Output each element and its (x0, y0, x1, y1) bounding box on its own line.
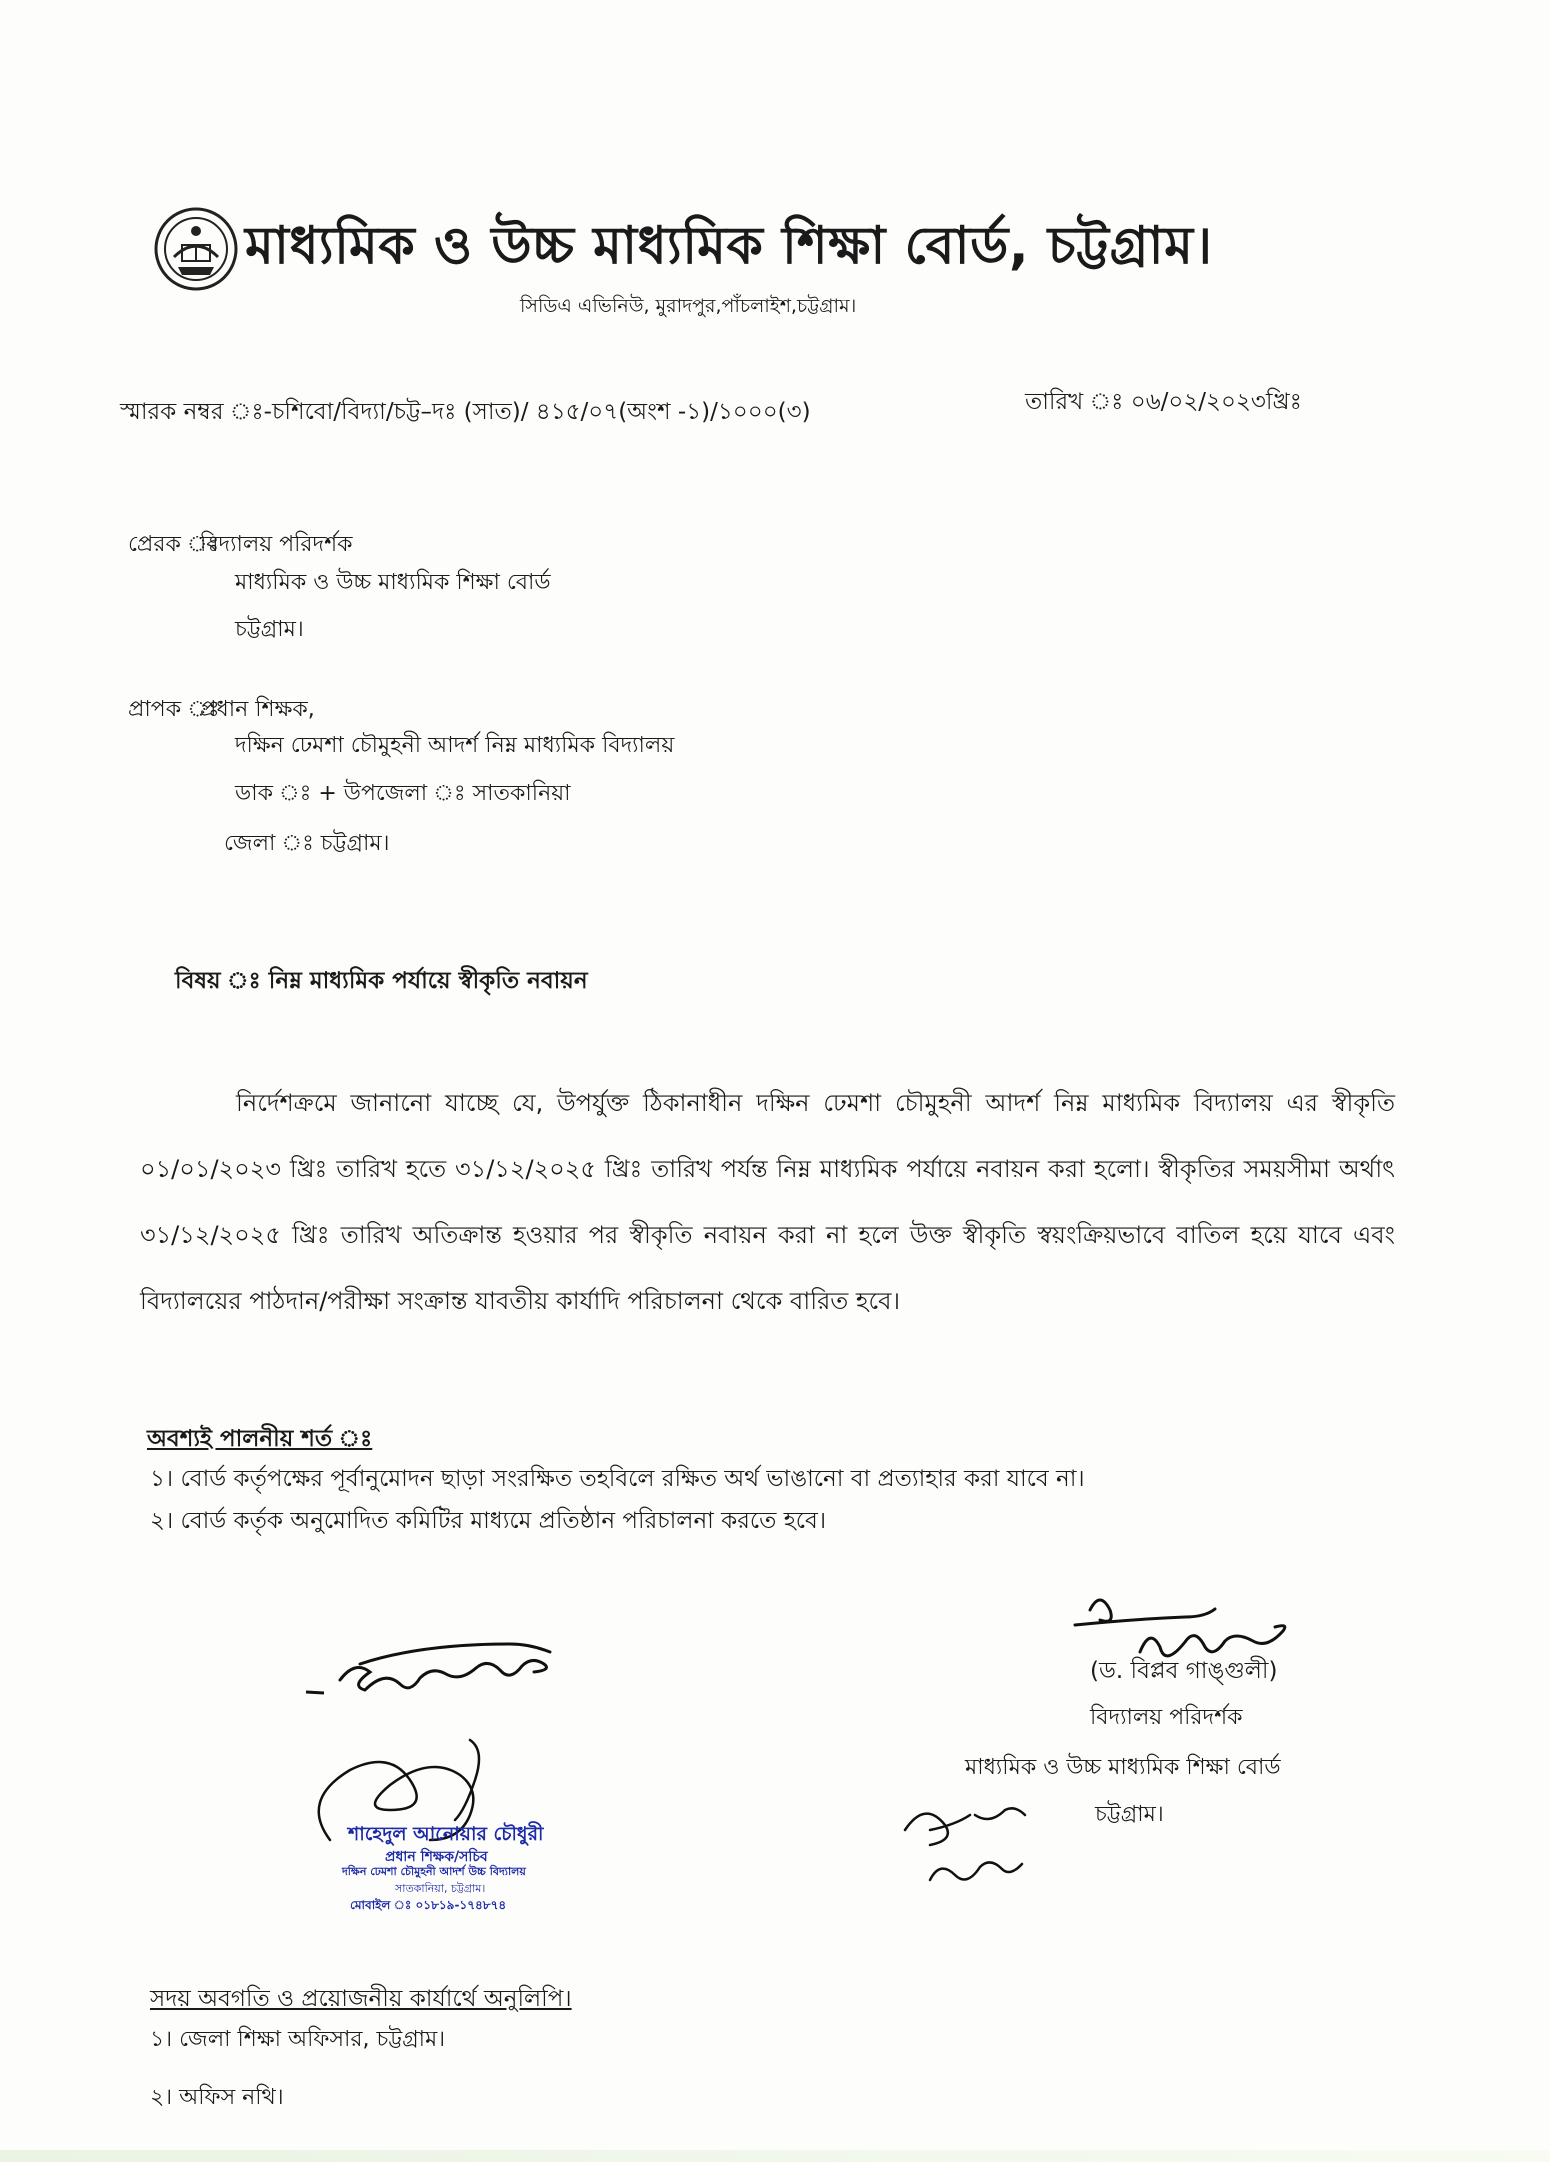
board-title: মাধ্যমিক ও উচ্চ মাধ্যমিক শিক্ষা বোর্ড, চট্টগ্রাম। (245, 216, 1213, 276)
board-address: সিডিএ এভিনিউ, মুরাদপুর,পাঁচলাইশ,চট্টগ্রাম। (520, 295, 857, 317)
sender-label: প্রেরক ঃ (128, 532, 220, 557)
signatory-org: মাধ্যমিক ও উচ্চ মাধ্যমিক শিক্ষা বোর্ড (965, 1755, 1281, 1780)
sender-line-2: মাধ্যমিক ও উচ্চ মাধ্যমিক শিক্ষা বোর্ড (235, 570, 551, 595)
signatory-title: বিদ্যালয় পরিদর্শক (1090, 1705, 1243, 1730)
subject-line: বিষয় ঃ নিম্ন মাধ্যমিক পর্যায়ে স্বীকৃতি নবায়ন (175, 968, 588, 994)
recipient-line-3: জেলা ঃ চট্টগ্রাম। (224, 831, 390, 856)
recipient-line-0: প্রধান শিক্ষক, (200, 697, 315, 722)
stamp-designation: প্রধান শিক্ষক/সচিব (385, 1849, 488, 1865)
body-paragraph: নির্দেশক্রমে জানানো যাচ্ছে যে, উপর্যুক্ত ঠিকানাধীন দক্ষিন ঢেমশা চৌমুহনী আদর্শ নিম্ন মাধ্যমিক বিদ্যালয় এর স্বীকৃতি ০১/০১/২০২৩ খ্রিঃ তারিখ হতে ৩১/১২/২০২৫ খ্রিঃ তারিখ পর্যন্ত নিম্ন মাধ্যমিক পর্যায়ে নবায়ন করা হলো। স্বীকৃতির সময়সীমা অর্থাৎ ৩১/১২/২০২৫ খ্রিঃ তারিখ অতিক্রান্ত হওয়ার পর স্বীকৃতি নবায়ন করা না হলে উক্ত স্বীকৃতি স্বয়ংক্রিয়ভাবে বাতিল হয়ে যাবে এবং বিদ্যালয়ের পাঠদান/পরীক্ষা সংক্রান্ত যাবতীয় কার্যাদি পরিচালনা থেকে বারিত হবে। (140, 1089, 1395, 1315)
signatory-name: (ড. বিপ্লব গাঙ্গুলী) (1090, 1658, 1278, 1684)
recipient-label: প্রাপক ঃ (128, 697, 220, 722)
memo-number: স্মারক নম্বর ঃ-চশিবো/বিদ্যা/চট্ট–দঃ (সাত)/ ৪১৫/০৭(অংশ -১)/১০০০(৩) (120, 399, 811, 425)
signatory-city: চট্টগ্রাম। (1095, 1802, 1164, 1827)
stamp-name: শাহেদুল আনোয়ার চৌধুরী (348, 1823, 544, 1845)
condition-item-1: ১। বোর্ড কর্তৃপক্ষের পূর্বানুমোদন ছাড়া সংরক্ষিত তহবিলে রক্ষিত অর্থ ভাঙানো বা প্রত্যাহার করা যাবে না। (150, 1466, 1085, 1492)
memo-date: তারিখ ঃ ০৬/০২/২০২৩খ্রিঃ (1025, 389, 1302, 415)
copy-title: সদয় অবগতি ও প্রয়োজনীয় কার্যার্থে অনুলিপি। (150, 1986, 572, 2012)
conditions-title: অবশ্যই পালনীয় শর্ত ঃ (147, 1426, 373, 1452)
copy-item-2: ২। অফিস নথি। (150, 2085, 284, 2110)
condition-item-2: ২। বোর্ড কর্তৃক অনুমোদিত কমিটির মাধ্যমে প্রতিষ্ঠান পরিচালনা করতে হবে। (150, 1508, 827, 1534)
stamp-place: সাতকানিয়া, চট্টগ্রাম। (395, 1882, 486, 1895)
recipient-line-1: দক্ষিন ঢেমশা চৌমুহনী আদর্শ নিম্ন মাধ্যমিক বিদ্যালয় (235, 733, 675, 758)
stamp-mobile: মোবাইল ঃ ০১৮১৯-১৭৪৮৭৪ (350, 1898, 507, 1912)
sender-line-3: চট্টগ্রাম। (235, 617, 304, 642)
sender-line-1: বিদ্যালয় পরিদর্শক (200, 532, 353, 557)
copy-item-1: ১। জেলা শিক্ষা অফিসার, চট্টগ্রাম। (150, 2027, 446, 2052)
scan-edge (0, 2150, 1550, 2162)
recipient-line-2: ডাক ঃ + উপজেলা ঃ সাতকানিয়া (235, 781, 571, 806)
stamp-school: দক্ষিন ঢেমশা চৌমুহনী আদর্শ উচ্চ বিদ্যালয় (342, 1865, 526, 1878)
